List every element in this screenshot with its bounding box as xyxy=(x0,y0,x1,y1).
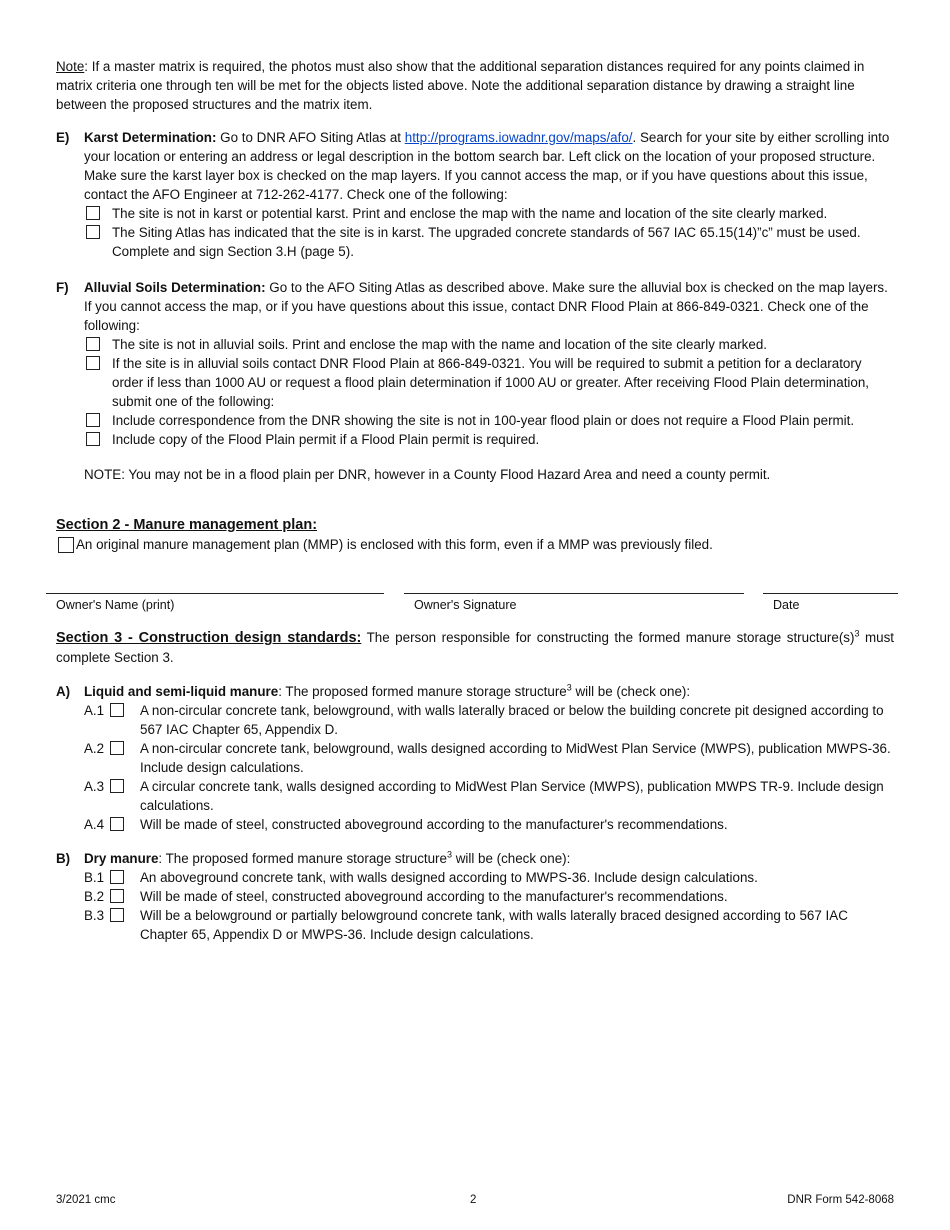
checkbox[interactable] xyxy=(110,817,124,831)
option-b2: B.2 Will be made of steel, constructed aboveground according to the manufacturer's recommendations. xyxy=(84,889,728,904)
option-b1: B.1 An aboveground concrete tank, with walls designed according to MWPS-36. Include design calculations. xyxy=(84,870,758,885)
checkbox[interactable] xyxy=(110,779,124,793)
mmp-option: An original manure management plan (MMP) is enclosed with this form, even if a MMP was previously filed. xyxy=(56,535,894,554)
section-3b-title: Dry manure xyxy=(84,851,159,866)
karst-instructions: Karst Determination: Go to DNR AFO Siting Atlas at http://programs.iowadnr.gov/maps/afo/. Search for your site by either scrolling into your location or entering an address or legal description in the bottom search bar. Left click on the location of your proposed structure. Make sure the karst layer box is checked on the map layers. If you cannot access the map, or if you have questions about this issue, contact the AFO Engineer at 712-262-4177. Check one of the following: xyxy=(84,130,890,202)
note-text: : If a master matrix is required, the photos must also show that the additional separation distances required for any points claimed in matrix criteria one through ten will be met for the objects listed above. Note the additional separation distance by drawing a straight line between the proposed structures and the matrix item. xyxy=(56,59,865,112)
option-a3: A.3 A circular concrete tank, walls designed according to MidWest Plan Service (MWPS), publication MWPS TR-9. Include design calculations. xyxy=(84,779,884,813)
checkbox[interactable] xyxy=(110,908,124,922)
owner-name-line[interactable]: Owner's Name (print) xyxy=(46,593,384,615)
option-a2: A.2 A non-circular concrete tank, belowground, walls designed according to MidWest Plan Service (MWPS), publication MWPS-36. Include design calculations. xyxy=(84,741,891,775)
alluvial-option: Include correspondence from the DNR showing the site is not in 100-year flood plain or does not require a Flood Plain permit. xyxy=(84,411,894,430)
karst-title: Karst Determination: xyxy=(84,130,217,145)
option-a1: A.1 A non-circular concrete tank, belowground, with walls laterally braced or below the building concrete pit designed according to 567 IAC Chapter 65, Appendix D. xyxy=(84,703,884,737)
checkbox[interactable] xyxy=(86,432,100,446)
karst-section xyxy=(56,128,894,263)
checkbox[interactable] xyxy=(110,889,124,903)
section-3-heading: Section 3 - Construction design standards: xyxy=(56,630,362,646)
section-3a-title: Liquid and semi-liquid manure xyxy=(84,684,279,699)
checkbox[interactable] xyxy=(86,225,100,239)
checkbox[interactable] xyxy=(86,206,100,220)
alluvial-title: Alluvial Soils Determination: xyxy=(84,280,266,295)
section-3a-letter: A) xyxy=(56,684,71,699)
date-line[interactable]: Date xyxy=(763,593,898,615)
checkbox[interactable] xyxy=(110,703,124,717)
alluvial-letter: F) xyxy=(56,280,69,295)
option-a4: A.4 Will be made of steel, constructed aboveground according to the manufacturer's recommendations. xyxy=(84,817,728,832)
checkbox[interactable] xyxy=(86,413,100,427)
form-number: DNR Form 542-8068 xyxy=(787,1194,894,1206)
note-paragraph xyxy=(56,57,894,114)
owner-signature-line[interactable]: Owner's Signature xyxy=(404,593,744,615)
alluvial-option: If the site is in alluvial soils contact DNR Flood Plain at 866-849-0321. You will be required to submit a petition for a declaratory order if less than 1000 AU or request a flood plain determination if 1000 AU or greater. After receiving Flood Plain determination, submit one of the following: xyxy=(84,354,894,411)
note-label: Note xyxy=(56,59,85,74)
checkbox[interactable] xyxy=(110,741,124,755)
karst-letter: E) xyxy=(56,130,70,145)
alluvial-option: Include copy of the Flood Plain permit if a Flood Plain permit is required. xyxy=(84,430,894,449)
karst-option: The Siting Atlas has indicated that the site is in karst. The upgraded concrete standards of 567 IAC 65.15(14)”c” must be used. Complete and sign Section 3.H (page 5). xyxy=(84,223,894,261)
alluvial-instructions: Alluvial Soils Determination: Go to the AFO Siting Atlas as described above. Make sure the alluvial box is checked on the map layers. If you cannot access the map, or if you have questions about this issue, contact DNR Flood Plain at 866-849-0321. Check one of the following: xyxy=(84,280,888,333)
section-2-heading: Section 2 - Manure management plan: xyxy=(56,517,318,533)
page-number: 2 xyxy=(470,1194,477,1206)
checkbox[interactable] xyxy=(86,337,100,351)
footer-date-code: 3/2021 cmc xyxy=(56,1194,116,1206)
checkbox[interactable] xyxy=(58,537,74,553)
option-b3: B.3 Will be a belowground or partially belowground concrete tank, with walls laterally braced designed according to 567 IAC Chapter 65, Appendix D or MWPS-36. Include design calculations. xyxy=(84,908,848,942)
section-3b-letter: B) xyxy=(56,851,71,866)
siting-atlas-link[interactable]: http://programs.iowadnr.gov/maps/afo/ xyxy=(404,130,633,145)
alluvial-note: NOTE: You may not be in a flood plain per DNR, however in a County Flood Hazard Area and need a county permit. xyxy=(84,467,771,482)
section-2 xyxy=(56,516,894,554)
karst-option: The site is not in karst or potential karst. Print and enclose the map with the name and location of the site clearly marked. xyxy=(84,204,894,223)
section-3-intro: Section 3 - Construction design standards: The person responsible for constructing the formed manure storage $structure(s)^3$ must complete Section 3. xyxy=(56,628,894,665)
alluvial-option: The site is not in alluvial soils. Print and enclose the map with the name and location of the site clearly marked. xyxy=(84,335,894,354)
checkbox[interactable] xyxy=(110,870,124,884)
checkbox[interactable] xyxy=(86,356,100,370)
